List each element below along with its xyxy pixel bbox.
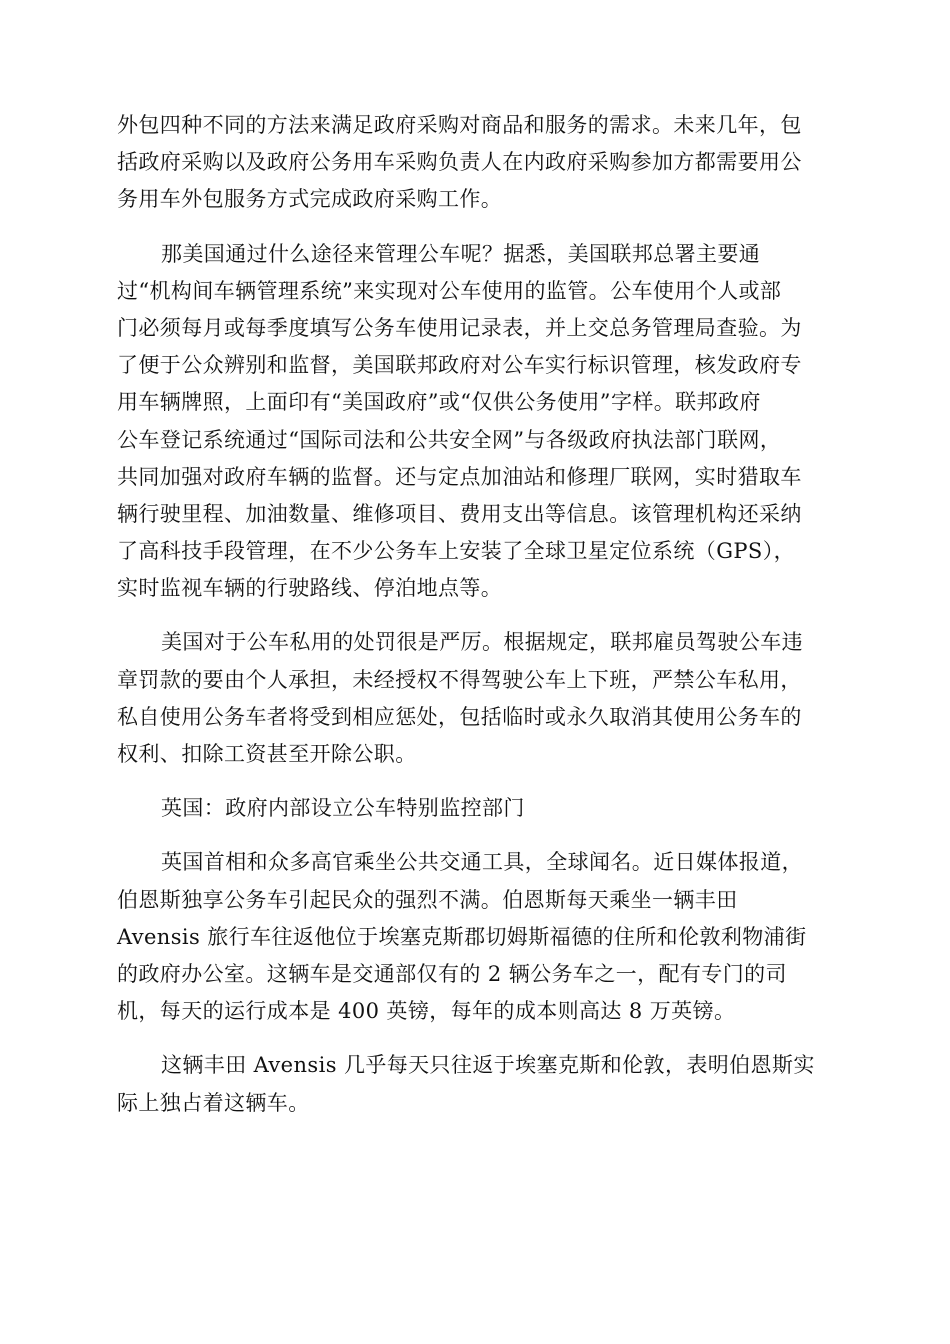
- paragraph: [117, 236, 833, 608]
- text-line: 私自使用公务车者将受到相应惩处，包括临时或永久取消其使用公务车的: [117, 704, 802, 729]
- text-line: 的政府办公室。这辆车是交通部仅有的 2 辆公务车之一，配有专门的司: [117, 961, 787, 986]
- text-line: 伯恩斯独享公务车引起民众的强烈不满。伯恩斯每天乘坐一辆丰田: [117, 887, 738, 912]
- text-line: 括政府采购以及政府公务用车采购负责人在内政府采购参加方都需要用公: [117, 150, 802, 175]
- text-line: 英国：政府内部设立公车特别监控部门: [161, 796, 525, 821]
- text-line: 英国首相和众多高官乘坐公共交通工具，全球闻名。近日媒体报道，: [161, 850, 803, 875]
- document-body: [117, 107, 833, 1139]
- text-line: 共同加强对政府车辆的监督。还与定点加油站和修理厂联网，实时猎取车: [117, 464, 802, 489]
- text-line: 外包四种不同的方法来满足政府采购对商品和服务的需求。未来几年，包: [117, 113, 802, 137]
- text-line: 了便于公众辨别和监督，美国联邦政府对公车实行标识管理，核发政府专: [117, 353, 802, 378]
- section-heading: [117, 790, 833, 827]
- text-line: 公车登记系统通过“国际司法和公共安全网”与各级政府执法部门联网，: [117, 427, 782, 452]
- text-line: 机，每天的运行成本是 400 英镑，每年的成本则高达 8 万英镑。: [117, 999, 736, 1024]
- paragraph: [117, 1047, 833, 1121]
- text-line: 际上独占着这辆车。: [117, 1090, 310, 1115]
- text-line: 辆行驶里程、加油数量、维修项目、费用支出等信息。该管理机构还采纳: [117, 501, 802, 526]
- text-line: 权利、扣除工资甚至开除公职。: [117, 742, 417, 766]
- paragraph: [117, 844, 833, 1030]
- text-line: Avensis 旅行车往返他位于埃塞克斯郡切姆斯福德的住所和伦敦利物浦街: [117, 924, 807, 949]
- text-line: 章罚款的要由个人承担，未经授权不得驾驶公车上下班，严禁公车私用，: [117, 667, 802, 692]
- text-line: 美国对于公车私用的处罚很是严厉。根据规定，联邦雇员驾驶公车违: [161, 630, 803, 655]
- text-line: 实时监视车辆的行驶路线、停泊地点等。: [117, 576, 503, 601]
- text-line: 门必须每月或每季度填写公务车使用记录表，并上交总务管理局查验。为: [117, 315, 802, 340]
- text-line: 这辆丰田 Avensis 几乎每天只往返于埃塞克斯和伦敦，表明伯恩斯实: [161, 1053, 815, 1078]
- text-line: 用车辆牌照，上面印有“美国政府”或“仅供公务使用”字样。联邦政府: [117, 390, 761, 415]
- paragraph: [117, 624, 833, 773]
- text-line: 务用车外包服务方式完成政府采购工作。: [117, 187, 503, 212]
- text-line: 那美国通过什么途径来管理公车呢？据悉，美国联邦总署主要通: [161, 241, 761, 266]
- text-line: 了高科技手段管理，在不少公务车上安装了全球卫星定位系统（GPS），: [117, 539, 795, 564]
- text-line: 过“机构间车辆管理系统”来实现对公车使用的监管。公车使用个人或部: [117, 278, 782, 303]
- paragraph: [117, 107, 833, 219]
